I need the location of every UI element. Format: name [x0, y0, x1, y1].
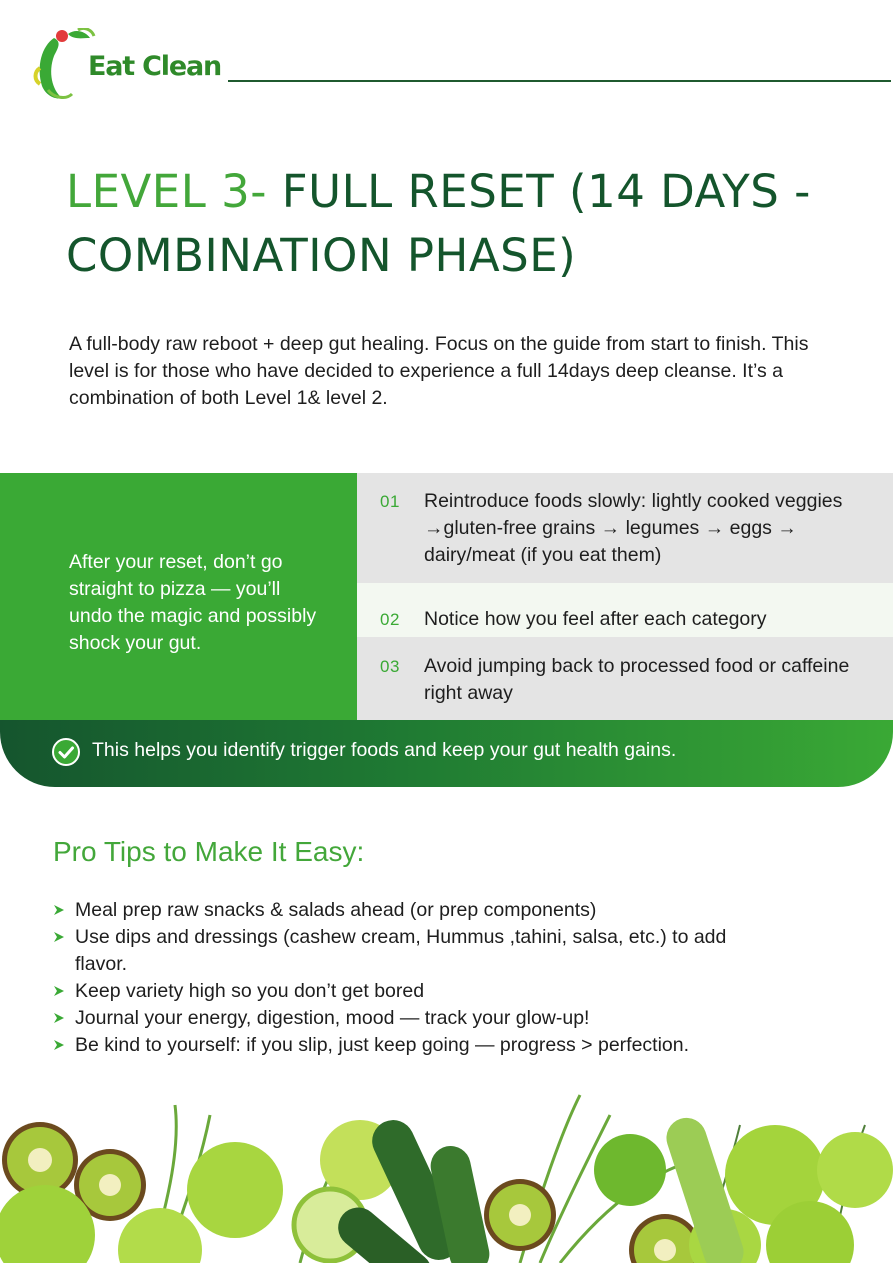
- step-number: 03: [380, 657, 400, 676]
- tips-heading: Pro Tips to Make It Easy:: [53, 836, 365, 867]
- brand-logo: [32, 28, 221, 104]
- arrow-bullet-icon: [53, 1012, 65, 1024]
- step-text: Notice how you feel after each category: [424, 608, 767, 630]
- step-item: [357, 473, 893, 583]
- banner-text: This helps you identify trigger foods and keep your gut health gains.: [92, 739, 677, 761]
- title-main: FULL RESET (14 DAYS - COMBINATION PHASE): [66, 165, 811, 282]
- arrow-bullet-icon: [53, 904, 65, 916]
- step-number: 01: [380, 492, 400, 511]
- step-text: Avoid jumping back to processed food or caffeine right away: [424, 655, 850, 704]
- check-circle-icon: [52, 738, 80, 766]
- produce-illustration: [0, 1075, 893, 1263]
- arrow-bullet-icon: [53, 1039, 65, 1051]
- step-item: [357, 637, 893, 720]
- tip-text: Use dips and dressings (cashew cream, Hummus ,tahini, salsa, etc.) to add flavor.: [75, 926, 727, 975]
- step-item: [357, 583, 893, 637]
- logo-text: Eat Clean: [88, 51, 221, 82]
- arrow-bullet-icon: [53, 931, 65, 943]
- step-number: 02: [380, 610, 400, 629]
- step-text: Reintroduce foods slowly: lightly cooked veggies →gluten-free grains → legumes → eggs → dairy/meat (if you eat them): [424, 490, 843, 566]
- tip-item: [53, 897, 853, 924]
- tip-text: Be kind to yourself: if you slip, just keep going — progress > perfection.: [75, 1034, 690, 1056]
- tip-item: [53, 924, 853, 978]
- callout-text: After your reset, don’t go straight to pizza — you’ll undo the magic and possibly shock your gut.: [69, 551, 317, 654]
- tip-item: [53, 978, 853, 1005]
- tips-list: [53, 897, 853, 1059]
- header-divider: [228, 80, 891, 82]
- page-title: [66, 160, 866, 288]
- title-accent: LEVEL 3-: [66, 165, 267, 218]
- steps-list: [357, 473, 893, 720]
- intro-paragraph: A full-body raw reboot + deep gut healing. Focus on the guide from start to finish. This level is for those who have decided to experience a full 14days deep cleanse. It’s a combination of both Level 1& level 2.: [69, 333, 809, 409]
- tip-item: [53, 1005, 853, 1032]
- tip-text: Journal your energy, digestion, mood — track your glow-up!: [75, 1007, 590, 1029]
- tip-item: [53, 1032, 853, 1059]
- tip-text: Keep variety high so you don’t get bored: [75, 980, 425, 1002]
- arrow-bullet-icon: [53, 985, 65, 997]
- tip-text: Meal prep raw snacks & salads ahead (or prep components): [75, 899, 597, 921]
